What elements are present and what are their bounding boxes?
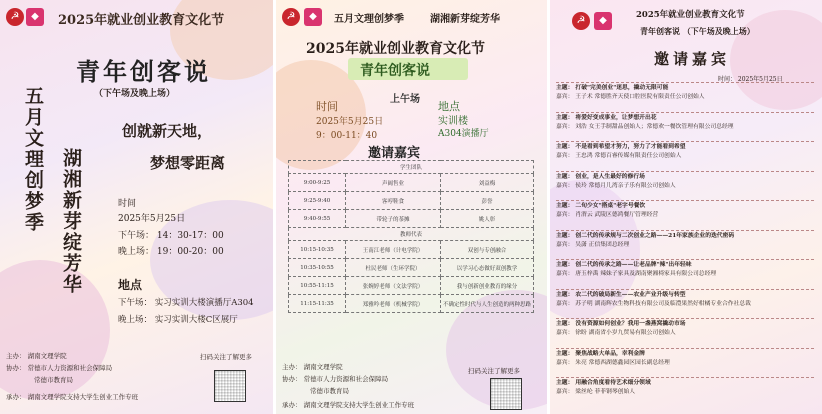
location-label: 地点 [118,278,143,292]
event-name: 青年创客说 [360,63,430,79]
row-speaker: 杜民老师（生环学院） [346,259,441,277]
guest-entry [556,320,816,338]
divider [556,82,814,83]
guest-topic: 主题： 二旬少女"搭桌"老字号餐饮 [556,203,646,209]
school-logo-icon: ☭ [572,12,590,30]
undertaker-line: 承办： 湖南文理学院支持大学生创业工作专班 [282,401,415,409]
guest-entry [556,173,816,191]
row-speaker: 郑雅吟老师（机械学院） [346,295,441,313]
row-person: 刘益梅 [441,174,534,192]
co-organizer-line-1: 协办： 常德市人力资源和社会保障局 [6,364,113,372]
event-line: 青年创客说 （下午场及晚上场） [640,26,755,36]
table-row [289,259,534,277]
festival-logo-icon: ◆ [26,8,44,26]
guest-name: 嘉宾： 侯玲 常德月儿湾亲子乐有限公司创始人 [556,182,676,189]
scan-hint: 扫码关注了解更多 [200,353,252,361]
student-header: 学生团队 [289,161,534,174]
divider [556,289,814,290]
divider [556,377,814,378]
guest-entry [556,261,816,279]
guest-name: 嘉宾： 徐盼 湖南省小岁九贸易有限公司创始人 [556,330,676,336]
session-label: （下午场及晚上场） [94,89,176,99]
guest-name: 嘉宾： 梁丝纶 菲菲钢琴创始人 [556,389,636,395]
guest-name: 嘉宾： 苏子明 湖南辉农生物科技有限公司及临澧果然好柑橘专业合作社总裁 [556,300,751,307]
co-organizer-line-2: 常德市教育局 [310,387,349,395]
poster-guests [550,0,822,414]
row-time: 10:55-11:15 [289,277,346,295]
divider [556,259,814,260]
guest-entry [556,114,816,132]
row-speaker: 王南江老师（计电学院） [346,241,441,259]
qr-code-icon[interactable] [490,378,522,410]
guest-name: 嘉宾： 肖渭云 武陵区德鸿餐厅管理经营 [556,212,659,218]
undertaker-line: 承办： 湖南文理学院支持大学生创业工作专班 [6,393,139,401]
event-time: 9：00-11：40 [316,131,378,141]
header-right: 湖湘新芽绽芳华 [430,14,500,25]
guest-topic: 主题： 将爱好变成事业，让梦想开出花 [556,114,657,121]
school-logo-icon: ☭ [6,8,24,26]
guests-title: 邀请嘉宾 [654,50,731,68]
guest-name: 嘉宾： 王忠鸿 常德百睿传媒有限责任公司创始人 [556,153,682,159]
guest-name: 嘉宾： 唐玉梓禹 辣妹子家具及湖南聚湘椅家具有限公司总经理 [556,271,717,277]
divider [556,141,814,142]
table-row [289,241,534,259]
row-person: 彭誉 [441,192,534,210]
guest-topic: 主题： 农二代的破局新生——农业产业升级与转型 [556,291,686,298]
poster-afternoon-evening [0,0,273,414]
scan-hint: 扫码关注了解更多 [468,367,520,375]
poster-morning [276,0,547,414]
slogan-vertical-right: 湖湘新芽绽芳华 [60,148,82,295]
row-time: 9:40-9:55 [289,210,346,228]
guest-entry [556,291,816,309]
guest-entry [556,379,816,397]
guests-title: 邀请嘉宾 [368,146,421,161]
row-team: 客哼鞋食 [346,192,441,210]
evening-time: 晚上场： 19：00-20：00 [118,247,224,257]
header-left: 五月文理创梦季 [334,14,404,25]
host-line: 主办： 湖南文理学院 [282,363,343,371]
location-line-2: A304演播厅 [438,129,489,139]
slogan-vertical-left: 五月文理创梦季 [22,86,44,233]
divider [556,230,814,231]
guest-topic: 主题： 打破"完美创业"迷思，撬动无限可能 [556,85,669,91]
co-organizer-line-2: 常德市教育局 [34,376,73,384]
row-topic: 我与创新创业教育的缘分 [441,277,534,295]
guest-topic: 主题： 创业，是人生最好的修行场 [556,173,645,180]
festival-title: 2025年就业创业教育文化节 [306,41,485,57]
guest-entry [556,143,816,161]
guest-topic: 主题： 创二代的传承规与二次创业之路——21年家族企业的迭代密码 [556,232,735,239]
time-label: 时间 [118,199,137,209]
host-line: 主办： 湖南文理学院 [6,352,67,360]
table-row [289,192,534,210]
festival-logo-icon: ◆ [304,8,322,26]
guest-name: 嘉宾： 王子术 常德胜齐天使口腔医院有限责任公司创始人 [556,94,705,100]
row-person: 姚人彰 [441,210,534,228]
guest-entry [556,84,816,102]
row-speaker: 张婉婷老师（文法学院） [346,277,441,295]
qr-code-icon[interactable] [214,370,246,402]
festival-title: 2025年就业创业教育文化节 [58,13,225,28]
slogan-line-1: 创就新天地， [122,122,213,140]
co-organizer-line-1: 协办： 常德市人力资源和社会保障局 [282,375,389,383]
teacher-header: 教师代表 [289,228,534,241]
schedule-table [288,160,534,313]
festival-title: 2025年就业创业教育文化节 [636,10,745,20]
row-team: 带轮子的茶摊 [346,210,441,228]
event-date: 2025年5月25日 [118,214,186,224]
guest-entry [556,350,816,368]
guest-entry [556,232,816,250]
row-topic: 双创与专创融合 [441,241,534,259]
guest-topic: 主题： 用融合角度看待艺术细分领域 [556,380,651,386]
table-row [289,210,534,228]
event-date: 时间： 2025年5月25日 [718,76,783,83]
guest-topic: 主题： 没有资源如何创业？我用一盏燕窝撬动市场 [556,321,686,327]
row-time: 10:35-10:55 [289,259,346,277]
event-date: 2025年5月25日 [316,117,384,127]
table-row [289,295,534,313]
divider [556,348,814,349]
divider [556,200,814,201]
event-name: 青年创客说 [76,57,211,86]
slogan-line-2: 梦想零距离 [150,154,226,172]
row-topic: 不确定性时代与人生创造的两种思路 [441,295,534,313]
location-label: 地点 [438,100,460,113]
guest-name: 嘉宾： 刘浩 女王手制甜品创始人；常德欢一餐饮管理有限公司总经理 [556,123,734,130]
evening-location: 晚上场： 实习实训大楼C区展厅 [118,315,238,325]
location-line-1: 实训楼 [438,116,468,127]
afternoon-time: 下午场： 14：30-17：00 [118,231,224,241]
divider [556,112,814,113]
row-time: 9:25-9:40 [289,192,346,210]
table-row [289,174,534,192]
guest-entry [556,202,816,220]
row-time: 9:00-9:25 [289,174,346,192]
afternoon-location: 下午场： 实习实训大楼演播厅A304 [118,298,254,308]
guest-name: 嘉宾： 吴潇 正信集团总经理 [556,241,630,248]
time-label: 时间 [316,100,338,113]
guest-topic: 主题： 不是看到希望才努力，努力了才能看到希望 [556,144,686,150]
row-time: 10:15-10:35 [289,241,346,259]
guest-topic: 主题： 创二代的传承之路——让老品牌"辣"出年轻味 [556,262,692,268]
guest-topic: 主题： 聚焦战略大单品，幸利金牌 [556,350,645,357]
session-label: 上午场 [390,94,420,105]
row-team: 声阔售业 [346,174,441,192]
festival-logo-icon: ◆ [594,12,612,30]
row-topic: 以学习心态做好双创教学 [441,259,534,277]
table-row [289,277,534,295]
divider [556,171,814,172]
school-logo-icon: ☭ [282,8,300,26]
divider [556,318,814,319]
guest-name: 嘉宾： 朱亮 常德西湖德鑫园区园长副总经理 [556,359,670,366]
row-time: 11:15-11:35 [289,295,346,313]
